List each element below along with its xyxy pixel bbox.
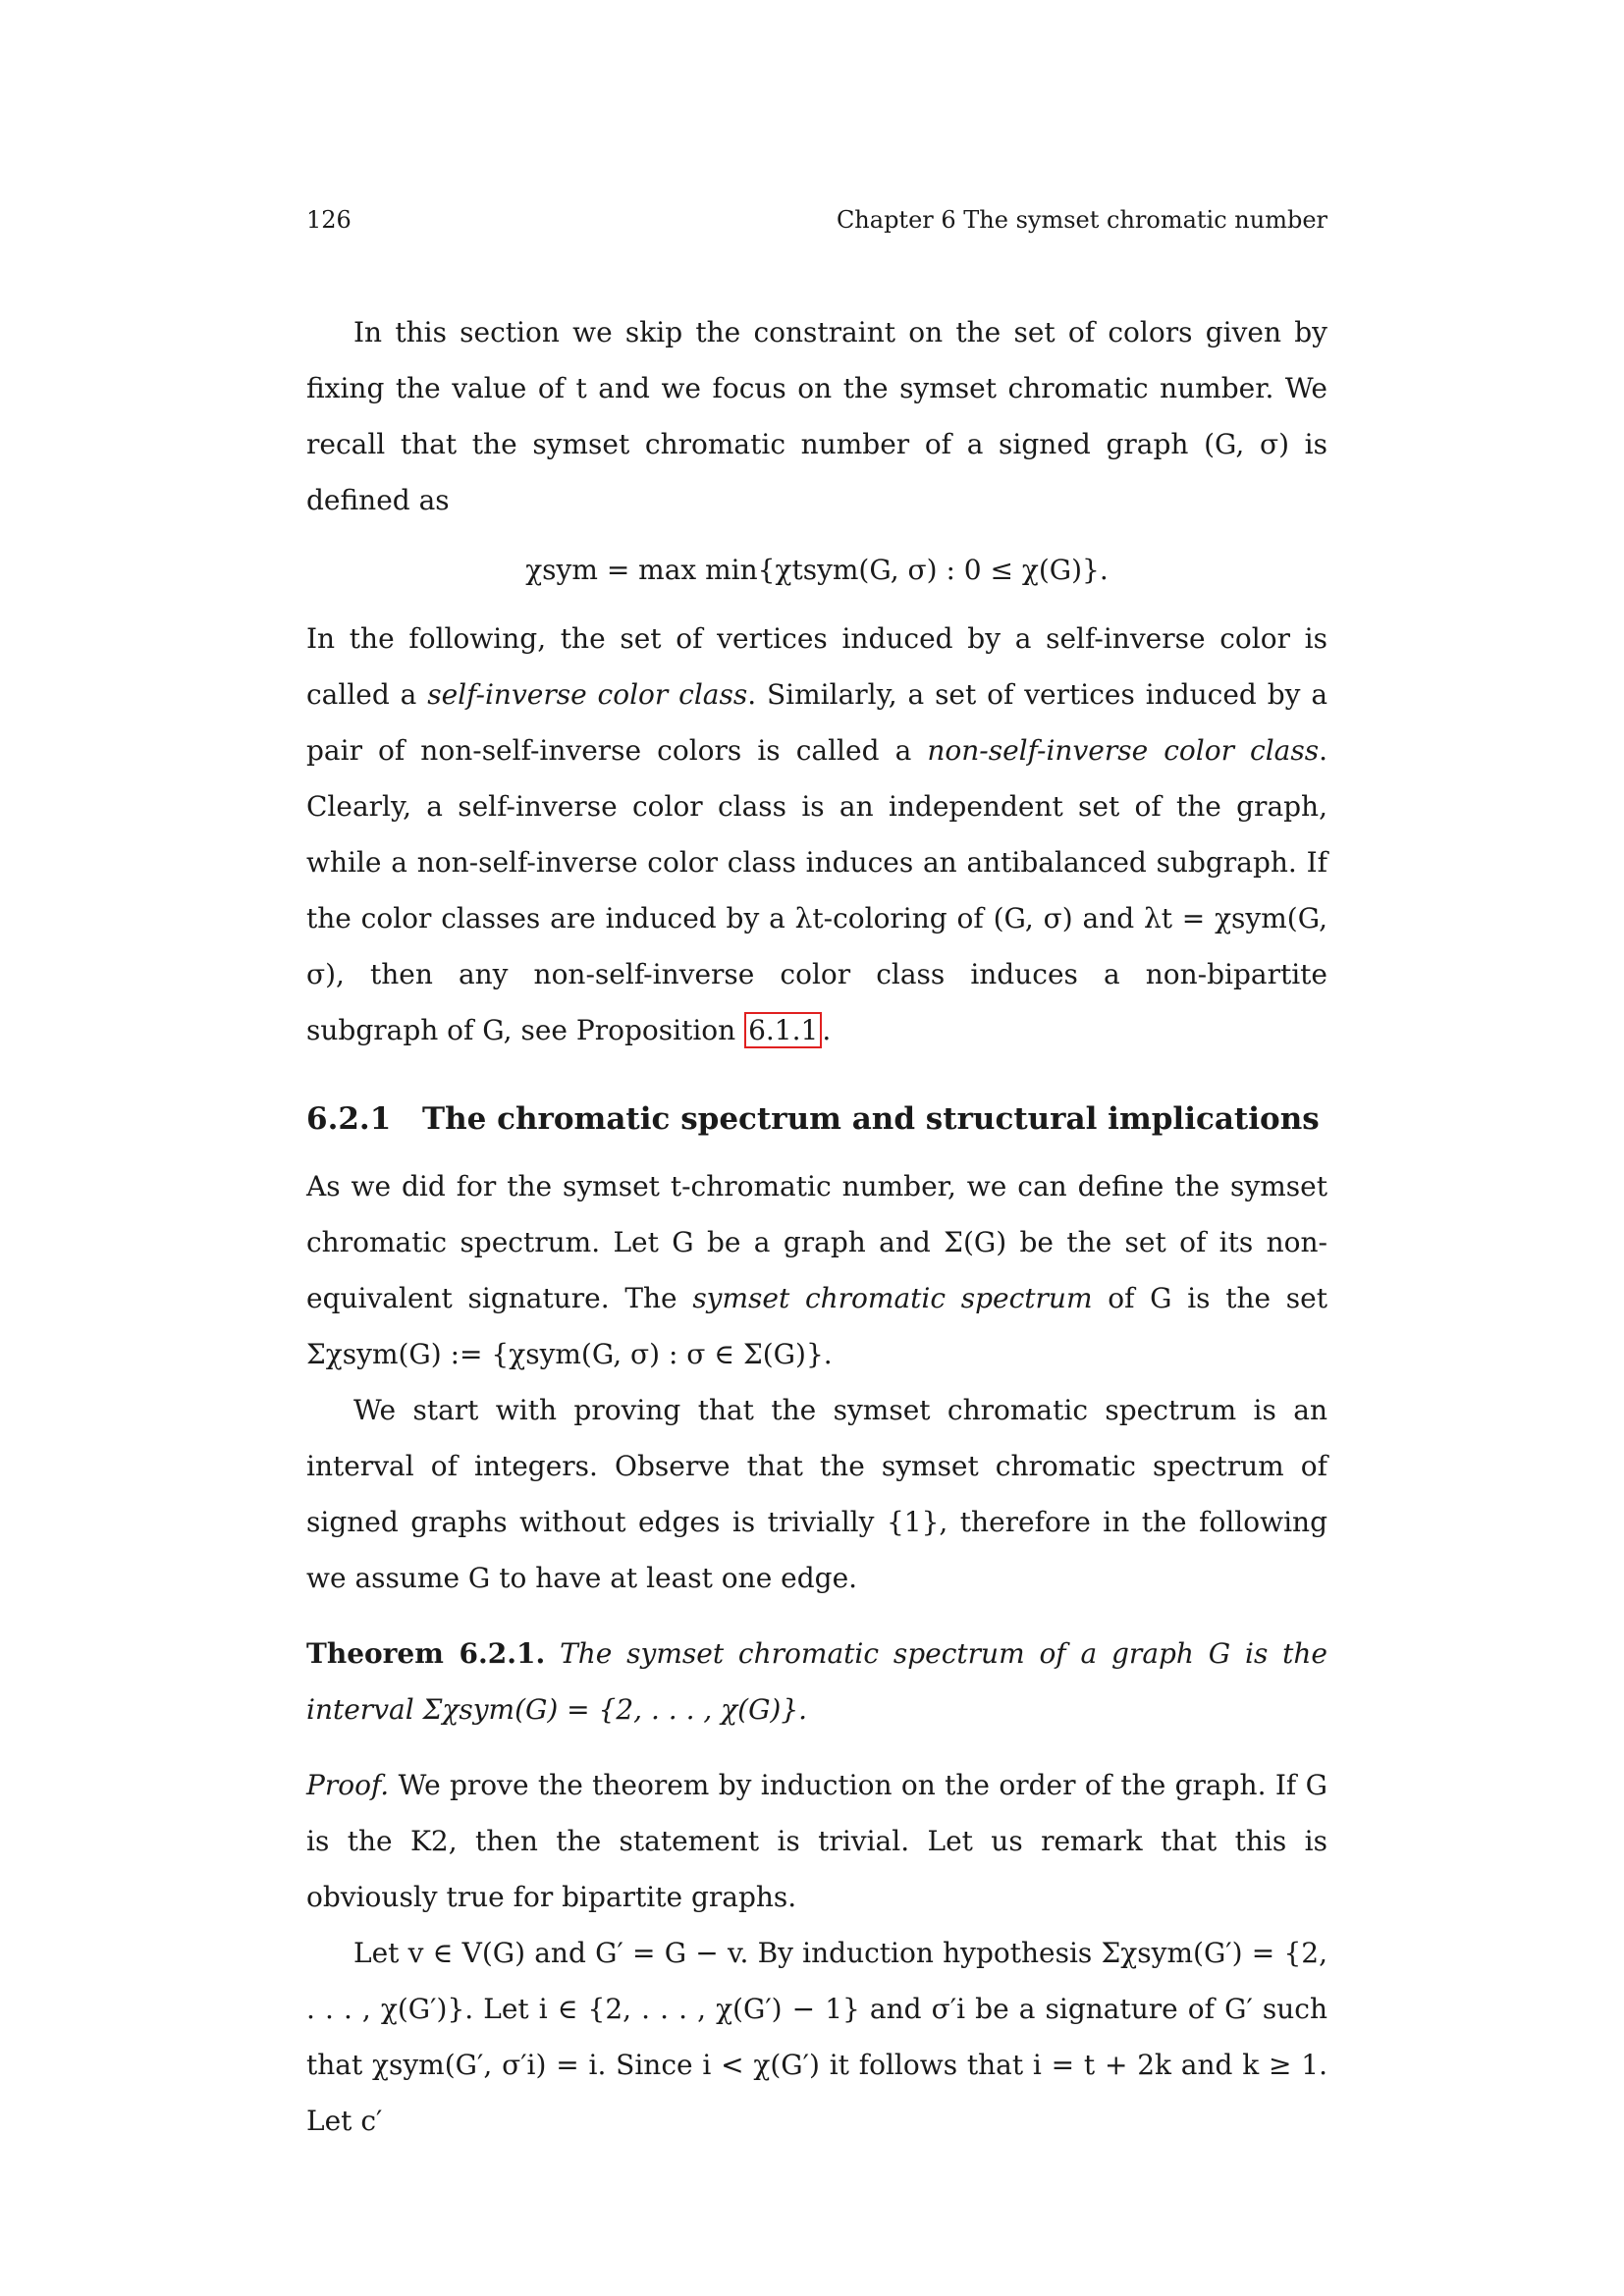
intro-paragraph-2-part-d: .: [822, 1014, 832, 1046]
section-paragraph-1: [306, 1158, 1327, 1382]
section-paragraph-2: We start with proving that the symset chromatic spectrum is an interval of integers. Observe that the symset chromatic spectrum of signed graphs without edges is trivially {1}, therefore in the following we assume G to have at least one edge.: [306, 1394, 1327, 1594]
proof-text-1: We prove the theorem by induction on the order of the graph. If G is the K2, then the statement is trivial. Let us remark that this is obviously true for bipartite graphs.: [306, 1769, 1327, 1913]
display-equation: [306, 536, 1327, 605]
term-non-self-inverse-color-class: non-self-inverse color class: [927, 734, 1320, 767]
theorem-statement: The symset chromatic spectrum of a graph G is the interval Σχsym(G) = {2, . . . , χ(G)}.: [306, 1637, 1327, 1726]
term-self-inverse-color-class: self-inverse color class: [427, 678, 748, 711]
proposition-link[interactable]: 6.1.1: [744, 1012, 822, 1048]
page-number: 126: [306, 206, 352, 234]
intro-paragraph-2: [306, 611, 1327, 1058]
section-paragraph-1-part-b: of G is the set Σχsym(G) := {χsym(G, σ) : σ ∈ Σ(G)}.: [306, 1282, 1327, 1370]
chapter-title: Chapter 6 The symset chromatic number: [836, 206, 1327, 234]
term-symset-chromatic-spectrum: symset chromatic spectrum: [692, 1282, 1093, 1314]
theorem-block: [306, 1626, 1327, 1737]
intro-paragraph-1: In this section we skip the constraint on the set of colors given by fixing the value of t and we focus on the symset chromatic number. We recall that the symset chromatic number of a signed graph (G, σ) is defined as: [306, 316, 1327, 516]
theorem-label: Theorem 6.2.1.: [306, 1637, 546, 1670]
equation-text: χsym = max min{χtsym(G, σ) : 0 ≤ χ(G)}.: [525, 554, 1109, 586]
section-number: 6.2.1: [306, 1101, 392, 1137]
section-paragraph-1-part-a: As we did for the symset t-chromatic number, we can define the symset chromatic spectrum. Let G be a graph and Σ(G) be the set of its non-equivalent signature. The: [306, 1170, 1327, 1314]
intro-paragraph-2-part-b: . Similarly, a set of vertices induced by a pair of non-self-inverse colors is called a: [306, 678, 1328, 767]
section-title: The chromatic spectrum and structural implications: [422, 1101, 1320, 1137]
section-heading: [306, 1097, 1327, 1141]
page-body: [306, 304, 1327, 2149]
proof-paragraph-2: Let v ∈ V(G) and G′ = G − v. By induction hypothesis Σχsym(G′) = {2, . . . , χ(G′)}. Let i ∈ {2, . . . , χ(G′) − 1} and σ′i be a signature of G′ such that χsym(G′, σ′i) = i. Since i < χ(G′) it follows that i = t + 2k and k ≥ 1. Let c′: [306, 1937, 1327, 2137]
proof-label: Proof.: [306, 1769, 390, 1801]
proof-paragraph-1: [306, 1757, 1327, 1925]
intro-paragraph-2-part-c: . Clearly, a self-inverse color class is an independent set of the graph, while a non-self-inverse color class induces an antibalanced subgraph. If the color classes are induced by a λt-coloring of (G, σ) and λt = χsym(G, σ), then any non-self-inverse color class induces a non-bipartite subgraph of G, see Proposition: [306, 734, 1327, 1046]
intro-paragraph-2-part-a: In the following, the set of vertices induced by a self-inverse color is called a: [306, 622, 1327, 711]
